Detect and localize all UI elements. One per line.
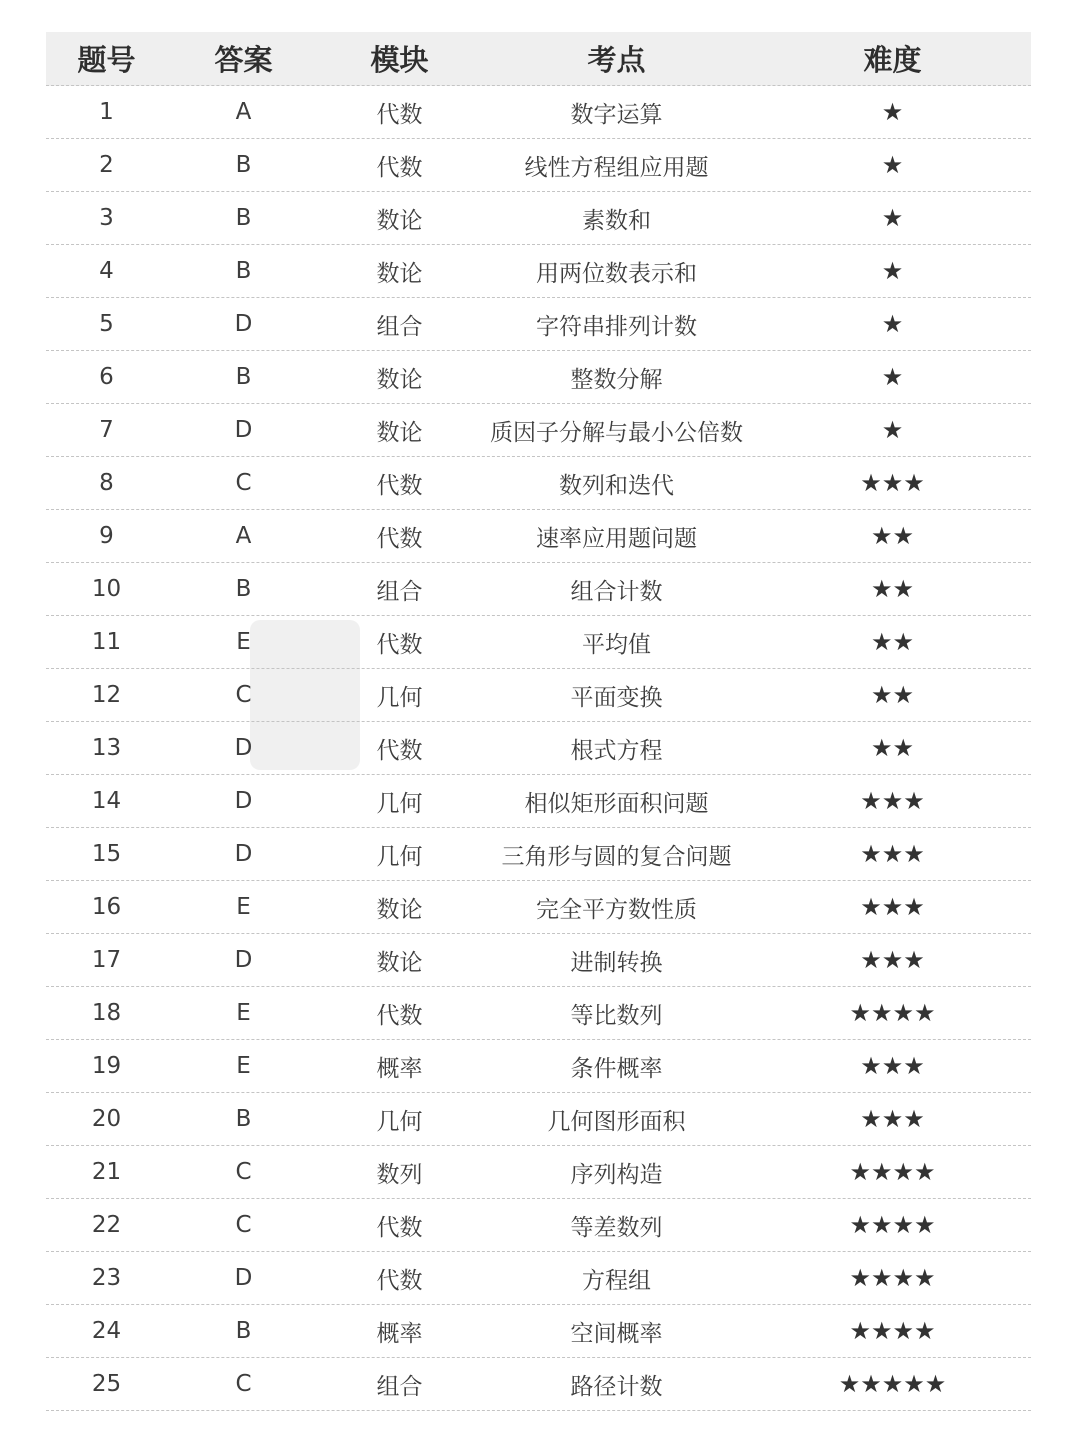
cell-answer: D [234,947,253,973]
cell-difficulty: ★ [881,363,904,391]
cell-topic: 平面变换 [570,684,663,711]
cell-answer: C [235,1371,252,1397]
cell-topic: 素数和 [582,207,651,234]
cell-module: 数论 [376,419,423,446]
cell-answer: E [236,1053,251,1079]
cell-answer: C [235,1212,252,1238]
cell-number: 8 [99,470,114,496]
table-row [46,457,1031,510]
cell-number: 4 [99,258,114,284]
table-row [46,934,1031,987]
cell-number: 11 [91,629,122,655]
cell-module: 数论 [376,260,423,287]
cell-topic: 条件概率 [570,1055,663,1082]
table-row [46,1040,1031,1093]
cell-module: 几何 [376,684,423,711]
header-topic: 考点 [587,43,646,77]
cell-topic: 方程组 [582,1267,651,1294]
table-header [46,32,1031,86]
cell-module: 代数 [376,525,423,552]
cell-number: 18 [91,1000,122,1026]
cell-module: 几何 [376,790,423,817]
table-row [46,775,1031,828]
cell-number: 25 [91,1371,122,1397]
cell-module: 数论 [376,896,423,923]
cell-module: 概率 [376,1055,423,1082]
cell-topic: 整数分解 [570,366,663,393]
table-row [46,192,1031,245]
table-row [46,987,1031,1040]
table-row [46,1093,1031,1146]
cell-number: 6 [99,364,114,390]
cell-module: 代数 [376,1214,423,1241]
cell-number: 21 [91,1159,122,1185]
cell-difficulty: ★★ [870,575,915,603]
table-row [46,298,1031,351]
cell-number: 24 [91,1318,122,1344]
cell-topic: 根式方程 [570,737,663,764]
cell-module: 数列 [376,1161,423,1188]
cell-module: 组合 [376,313,423,340]
cell-number: 10 [91,576,122,602]
cell-difficulty: ★★★ [860,1105,925,1133]
cell-topic: 几何图形面积 [547,1108,686,1135]
cell-module: 代数 [376,1002,423,1029]
cell-topic: 等比数列 [570,1002,663,1029]
cell-difficulty: ★ [881,416,904,444]
cell-answer: B [235,576,252,602]
cell-answer: B [235,258,252,284]
cell-module: 数论 [376,949,423,976]
cell-number: 20 [91,1106,122,1132]
cell-answer: D [234,735,253,761]
cell-topic: 序列构造 [570,1161,663,1188]
cell-answer: D [234,311,253,337]
cell-number: 15 [91,841,122,867]
header-number: 题号 [77,43,136,77]
cell-answer: B [235,152,252,178]
table-row [46,1305,1031,1358]
cell-answer: E [236,629,251,655]
cell-answer: B [235,205,252,231]
cell-difficulty: ★★★★ [849,999,936,1027]
cell-topic: 速率应用题问题 [536,525,697,552]
cell-number: 12 [91,682,122,708]
cell-answer: A [235,523,252,549]
cell-topic: 数字运算 [570,101,663,128]
cell-topic: 组合计数 [570,578,663,605]
table-row [46,669,1031,722]
cell-topic: 路径计数 [570,1373,663,1400]
cell-module: 几何 [376,1108,423,1135]
cell-module: 数论 [376,207,423,234]
cell-topic: 质因子分解与最小公倍数 [490,419,743,446]
cell-answer: C [235,682,252,708]
cell-answer: D [234,841,253,867]
cell-module: 代数 [376,631,423,658]
table-row [46,881,1031,934]
table-row [46,139,1031,192]
cell-difficulty: ★★ [870,522,915,550]
cell-topic: 等差数列 [570,1214,663,1241]
cell-difficulty: ★ [881,204,904,232]
cell-number: 5 [99,311,114,337]
cell-topic: 相似矩形面积问题 [524,790,709,817]
cell-number: 16 [91,894,122,920]
cell-answer: B [235,1318,252,1344]
cell-module: 代数 [376,472,423,499]
cell-module: 数论 [376,366,423,393]
cell-number: 7 [99,417,114,443]
cell-number: 3 [99,205,114,231]
cell-difficulty: ★★★ [860,787,925,815]
cell-difficulty: ★★★ [860,469,925,497]
cell-module: 代数 [376,154,423,181]
table-row [46,1146,1031,1199]
cell-difficulty: ★★★ [860,946,925,974]
cell-difficulty: ★★ [870,734,915,762]
cell-topic: 完全平方数性质 [536,896,697,923]
cell-difficulty: ★★★ [860,893,925,921]
table-row [46,1252,1031,1305]
cell-answer: C [235,1159,252,1185]
cell-difficulty: ★ [881,310,904,338]
cell-topic: 字符串排列计数 [536,313,697,340]
cell-answer: C [235,470,252,496]
cell-answer: D [234,788,253,814]
table-row [46,351,1031,404]
cell-module: 几何 [376,843,423,870]
cell-number: 19 [91,1053,122,1079]
cell-difficulty: ★★★★ [849,1317,936,1345]
cell-difficulty: ★★ [870,628,915,656]
cell-number: 14 [91,788,122,814]
header-difficulty: 难度 [863,43,922,77]
header-answer: 答案 [214,43,273,77]
cell-module: 代数 [376,1267,423,1294]
cell-number: 1 [99,99,114,125]
header-module: 模块 [370,43,429,77]
table-row [46,563,1031,616]
cell-topic: 用两位数表示和 [536,260,697,287]
table-row [46,86,1031,139]
cell-topic: 空间概率 [570,1320,663,1347]
cell-topic: 进制转换 [570,949,663,976]
cell-number: 23 [91,1265,122,1291]
table-row [46,1358,1031,1411]
cell-answer: D [234,1265,253,1291]
cell-difficulty: ★★★★ [849,1264,936,1292]
cell-topic: 数列和迭代 [559,472,674,499]
cell-number: 2 [99,152,114,178]
table-row [46,245,1031,298]
cell-difficulty: ★ [881,98,904,126]
cell-answer: B [235,1106,252,1132]
table-row [46,1199,1031,1252]
cell-difficulty: ★★★★ [849,1211,936,1239]
table-row [46,616,1031,669]
cell-module: 代数 [376,737,423,764]
table-row [46,722,1031,775]
cell-number: 13 [91,735,122,761]
cell-answer: B [235,364,252,390]
cell-module: 组合 [376,578,423,605]
cell-number: 17 [91,947,122,973]
cell-difficulty: ★★★★ [849,1158,936,1186]
table-body [46,86,1031,1411]
cell-difficulty: ★ [881,257,904,285]
cell-difficulty: ★★★★★ [838,1370,947,1398]
cell-topic: 平均值 [582,631,651,658]
table-row [46,404,1031,457]
cell-answer: A [235,99,252,125]
cell-answer: E [236,1000,251,1026]
cell-answer: D [234,417,253,443]
answer-table [46,32,1031,1411]
cell-answer: E [236,894,251,920]
cell-difficulty: ★ [881,151,904,179]
cell-number: 9 [99,523,114,549]
cell-number: 22 [91,1212,122,1238]
cell-difficulty: ★★ [870,681,915,709]
cell-topic: 三角形与圆的复合问题 [501,843,732,870]
cell-topic: 线性方程组应用题 [524,154,709,181]
cell-module: 代数 [376,101,423,128]
cell-difficulty: ★★★ [860,840,925,868]
cell-module: 概率 [376,1320,423,1347]
cell-module: 组合 [376,1373,423,1400]
cell-difficulty: ★★★ [860,1052,925,1080]
table-row [46,510,1031,563]
table-row [46,828,1031,881]
